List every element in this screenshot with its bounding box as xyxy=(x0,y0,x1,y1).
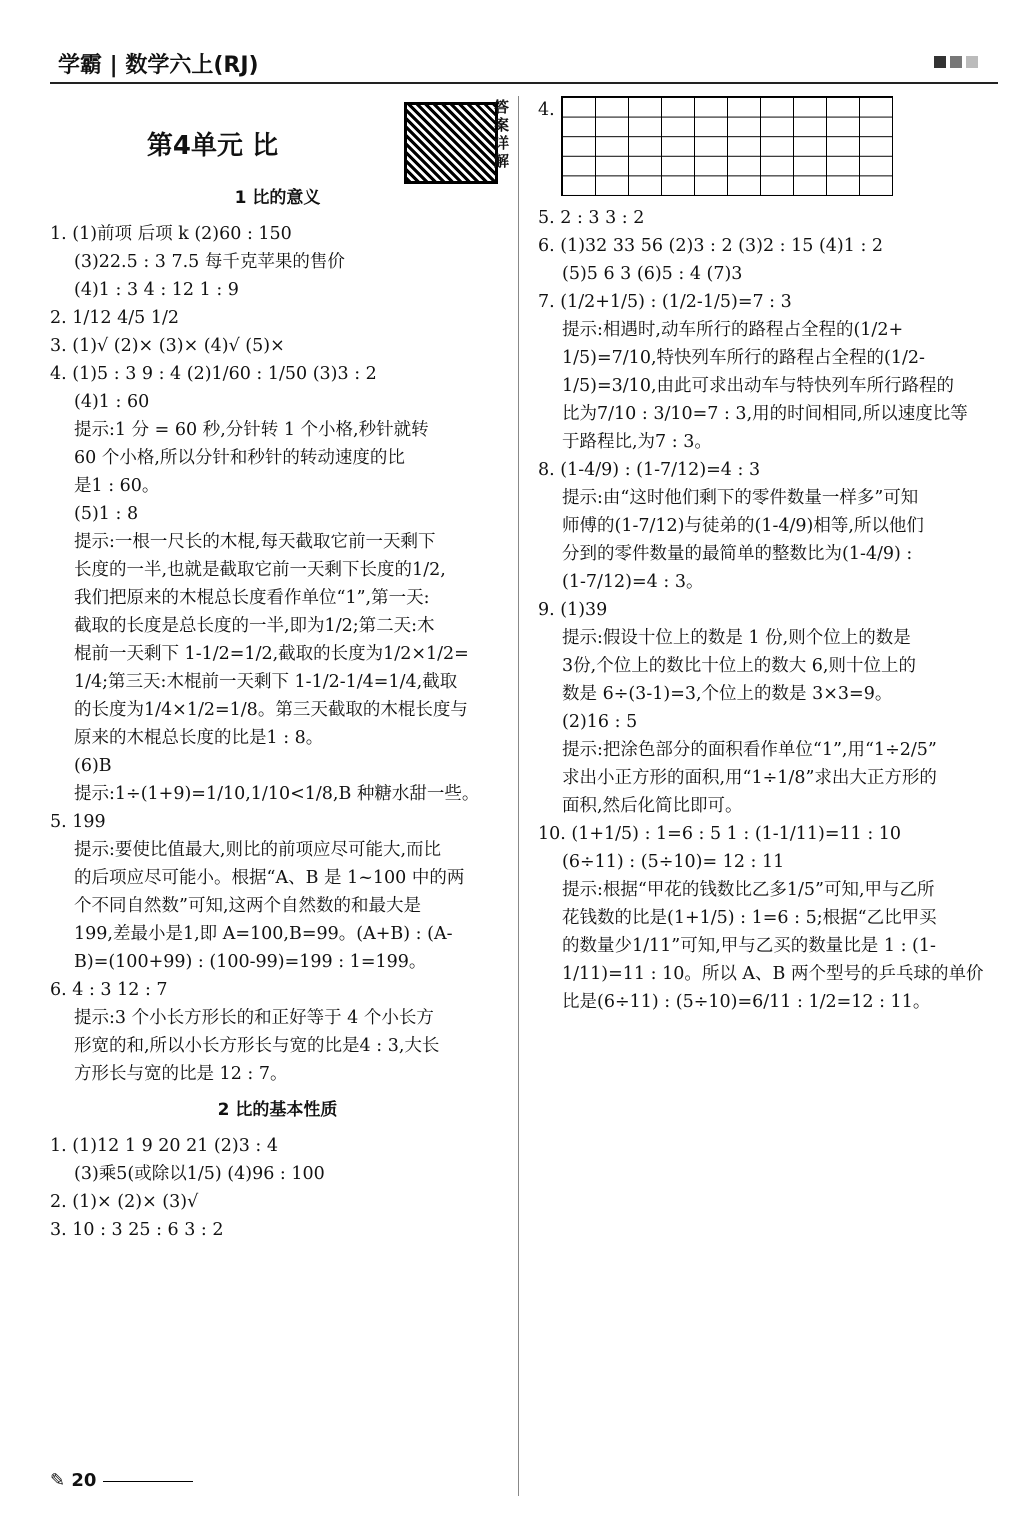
answer-line: 面积,然后化简比即可。 xyxy=(562,796,743,816)
page-header xyxy=(50,40,998,86)
book-brand: 学霸 | 数学六上(RJ) xyxy=(58,53,259,78)
left-answers xyxy=(50,184,505,1244)
pencil-icon: ✎ xyxy=(50,1470,66,1491)
answer-line: 是1 : 60。 xyxy=(74,476,160,496)
answer-line: (2)16 : 5 xyxy=(562,712,638,732)
answer-line: 数是 6÷(3-1)=3,个位上的数是 3×3=9。 xyxy=(562,684,893,704)
answer-line: 9. (1)39 xyxy=(538,600,608,620)
decor-square xyxy=(966,56,978,68)
answer-line: 的长度为1/4×1/2=1/8。第三天截取的木棍长度与 xyxy=(74,700,468,720)
answer-line: 提示:要使比值最大,则比的前项应尽可能大,而比 xyxy=(74,840,442,860)
answer-line: (3)乘5(或除以1/5) (4)96 : 100 xyxy=(74,1164,325,1184)
qr-label: 答案详解 xyxy=(494,98,510,170)
answer-line: 1/4;第三天:木棍前一天剩下 1-1/2-1/4=1/4,截取 xyxy=(74,672,458,692)
answer-line: 提示:相遇时,动车所行的路程占全程的(1/2+ xyxy=(562,320,904,340)
answer-line: (5)1 : 8 xyxy=(74,504,139,524)
answer-line: 60 个小格,所以分针和秒针的转动速度的比 xyxy=(74,448,405,468)
left-column xyxy=(50,96,510,1244)
header-rule xyxy=(50,82,998,84)
right-answers xyxy=(538,96,1003,1016)
answer-line: 8. (1-4/9) : (1-7/12)=4 : 3 xyxy=(538,460,761,480)
answer-line: 个不同自然数”可知,这两个自然数的和最大是 xyxy=(74,896,422,916)
answer-line: 花钱数的比是(1+1/5) : 1=6 : 5;根据“乙比甲买 xyxy=(562,908,937,928)
answer-line: 求出小正方形的面积,用“1÷1/8”求出大正方形的 xyxy=(562,768,937,788)
qr-code xyxy=(404,102,498,184)
answer-line: (6÷11) : (5÷10)= 12 : 11 xyxy=(562,852,785,872)
answer-line: 2. (1)× (2)× (3)√ xyxy=(50,1192,199,1212)
answer-line: 截取的长度是总长度的一半,即为1/2;第二天:木 xyxy=(74,616,435,636)
answer-line: 4. (1)5 : 3 9 : 4 (2)1/60 : 1/50 (3)3 : 2 xyxy=(50,364,377,384)
answer-line: 提示:3 个小长方形长的和正好等于 4 个小长方 xyxy=(74,1008,434,1028)
answer-line: 10. (1+1/5) : 1=6 : 5 1 : (1-1/11)=11 : 10 xyxy=(538,824,902,844)
grid-figure xyxy=(561,96,893,196)
answer-line: (3)22.5 : 3 7.5 每千克苹果的售价 xyxy=(74,252,345,272)
answer-line: 提示:一根一尺长的木棍,每天截取它前一天剩下 xyxy=(74,532,436,552)
answer-line: (5)5 6 3 (6)5 : 4 (7)3 xyxy=(562,264,743,284)
answer-line: 分到的零件数量的最简单的整数比为(1-4/9) : xyxy=(562,544,913,564)
section-heading: 1 比的意义 xyxy=(234,188,321,208)
answer-line: 于路程比,为7 : 3。 xyxy=(562,432,712,452)
answer-line: B)=(100+99) : (100-99)=199 : 1=199。 xyxy=(74,952,427,972)
answer-line: 师傅的(1-7/12)与徒弟的(1-4/9)相等,所以他们 xyxy=(562,516,924,536)
answer-line: 1. (1)前项 后项 k (2)60 : 150 xyxy=(50,224,292,244)
answer-line: 7. (1/2+1/5) : (1/2-1/5)=7 : 3 xyxy=(538,292,792,312)
answer-line: (4)1 : 3 4 : 12 1 : 9 xyxy=(74,280,239,300)
answer-line: 2. 1/12 4/5 1/2 xyxy=(50,308,180,328)
answer-line: 棍前一天剩下 1-1/2=1/2,截取的长度为1/2×1/2= xyxy=(74,644,469,664)
answer-line: 比是(6÷11) : (5÷10)=6/11 : 1/2=12 : 11。 xyxy=(562,992,931,1012)
answer-line: 的后项应尽可能小。根据“A、B 是 1~100 中的两 xyxy=(74,868,465,888)
answer-line: 3份,个位上的数比十位上的数大 6,则十位上的 xyxy=(562,656,916,676)
answer-line: 3. (1)√ (2)× (3)× (4)√ (5)× xyxy=(50,336,285,356)
answer-line: 提示:根据“甲花的钱数比乙多1/5”可知,甲与乙所 xyxy=(562,880,935,900)
answer-line: 5. 199 xyxy=(50,812,106,832)
answer-line: 形宽的和,所以小长方形长与宽的比是4 : 3,大长 xyxy=(74,1036,440,1056)
answer-line: 提示:假设十位上的数是 1 份,则个位上的数是 xyxy=(562,628,911,648)
answer-line: 原来的木棍总长度的比是1 : 8。 xyxy=(74,728,324,748)
decor-square xyxy=(950,56,962,68)
answer-line: 长度的一半,也就是截取它前一天剩下长度的1/2, xyxy=(74,560,446,580)
answer-line: (1-7/12)=4 : 3。 xyxy=(562,572,704,592)
question-number: 4. xyxy=(538,100,555,120)
column-divider xyxy=(518,96,519,1496)
unit-title: 第4单元 比 xyxy=(146,131,279,161)
right-column xyxy=(538,96,1003,1016)
answer-line: 我们把原来的木棍总长度看作单位“1”,第一天: xyxy=(74,588,430,608)
answer-line: 1/5)=7/10,特快列车所行的路程占全程的(1/2- xyxy=(562,348,925,368)
decor-square xyxy=(934,56,946,68)
answer-line: 提示:1 分 = 60 秒,分针转 1 个小格,秒针就转 xyxy=(74,420,429,440)
answer-line: 的数量少1/11”可知,甲与乙买的数量比是 1 : (1- xyxy=(562,936,936,956)
answer-line: 提示:把涂色部分的面积看作单位“1”,用“1÷2/5” xyxy=(562,740,937,760)
answer-line: 1/11)=11 : 10。所以 A、B 两个型号的乒乓球的单价 xyxy=(562,964,984,984)
answer-line: 提示:由“这时他们剩下的零件数量一样多”可知 xyxy=(562,488,919,508)
answer-line: 3. 10 : 3 25 : 6 3 : 2 xyxy=(50,1220,224,1240)
answer-line: 6. (1)32 33 56 (2)3 : 2 (3)2 : 15 (4)1 : 2 xyxy=(538,236,884,256)
answer-line: 1. (1)12 1 9 20 21 (2)3 : 4 xyxy=(50,1136,279,1156)
footer-rule xyxy=(103,1481,193,1482)
answer-line: 提示:1÷(1+9)=1/10,1/10<1/8,B 种糖水甜一些。 xyxy=(74,784,480,804)
answer-line: 199,差最小是1,即 A=100,B=99。(A+B) : (A- xyxy=(74,924,453,944)
section-heading: 2 比的基本性质 xyxy=(217,1100,338,1120)
page-number: 20 xyxy=(71,1470,97,1491)
answer-line: 6. 4 : 3 12 : 7 xyxy=(50,980,168,1000)
page-footer xyxy=(50,1470,193,1491)
answer-line: 1/5)=3/10,由此可求出动车与特快列车所行路程的 xyxy=(562,376,955,396)
answer-line: 方形长与宽的比是 12 : 7。 xyxy=(74,1064,288,1084)
answer-line: (4)1 : 60 xyxy=(74,392,150,412)
grid-answer xyxy=(538,96,1003,204)
answer-line: 5. 2 : 3 3 : 2 xyxy=(538,208,645,228)
answer-line: (6)B xyxy=(74,756,112,776)
answer-line: 比为7/10 : 3/10=7 : 3,用的时间相同,所以速度比等 xyxy=(562,404,968,424)
header-decoration xyxy=(934,56,978,68)
